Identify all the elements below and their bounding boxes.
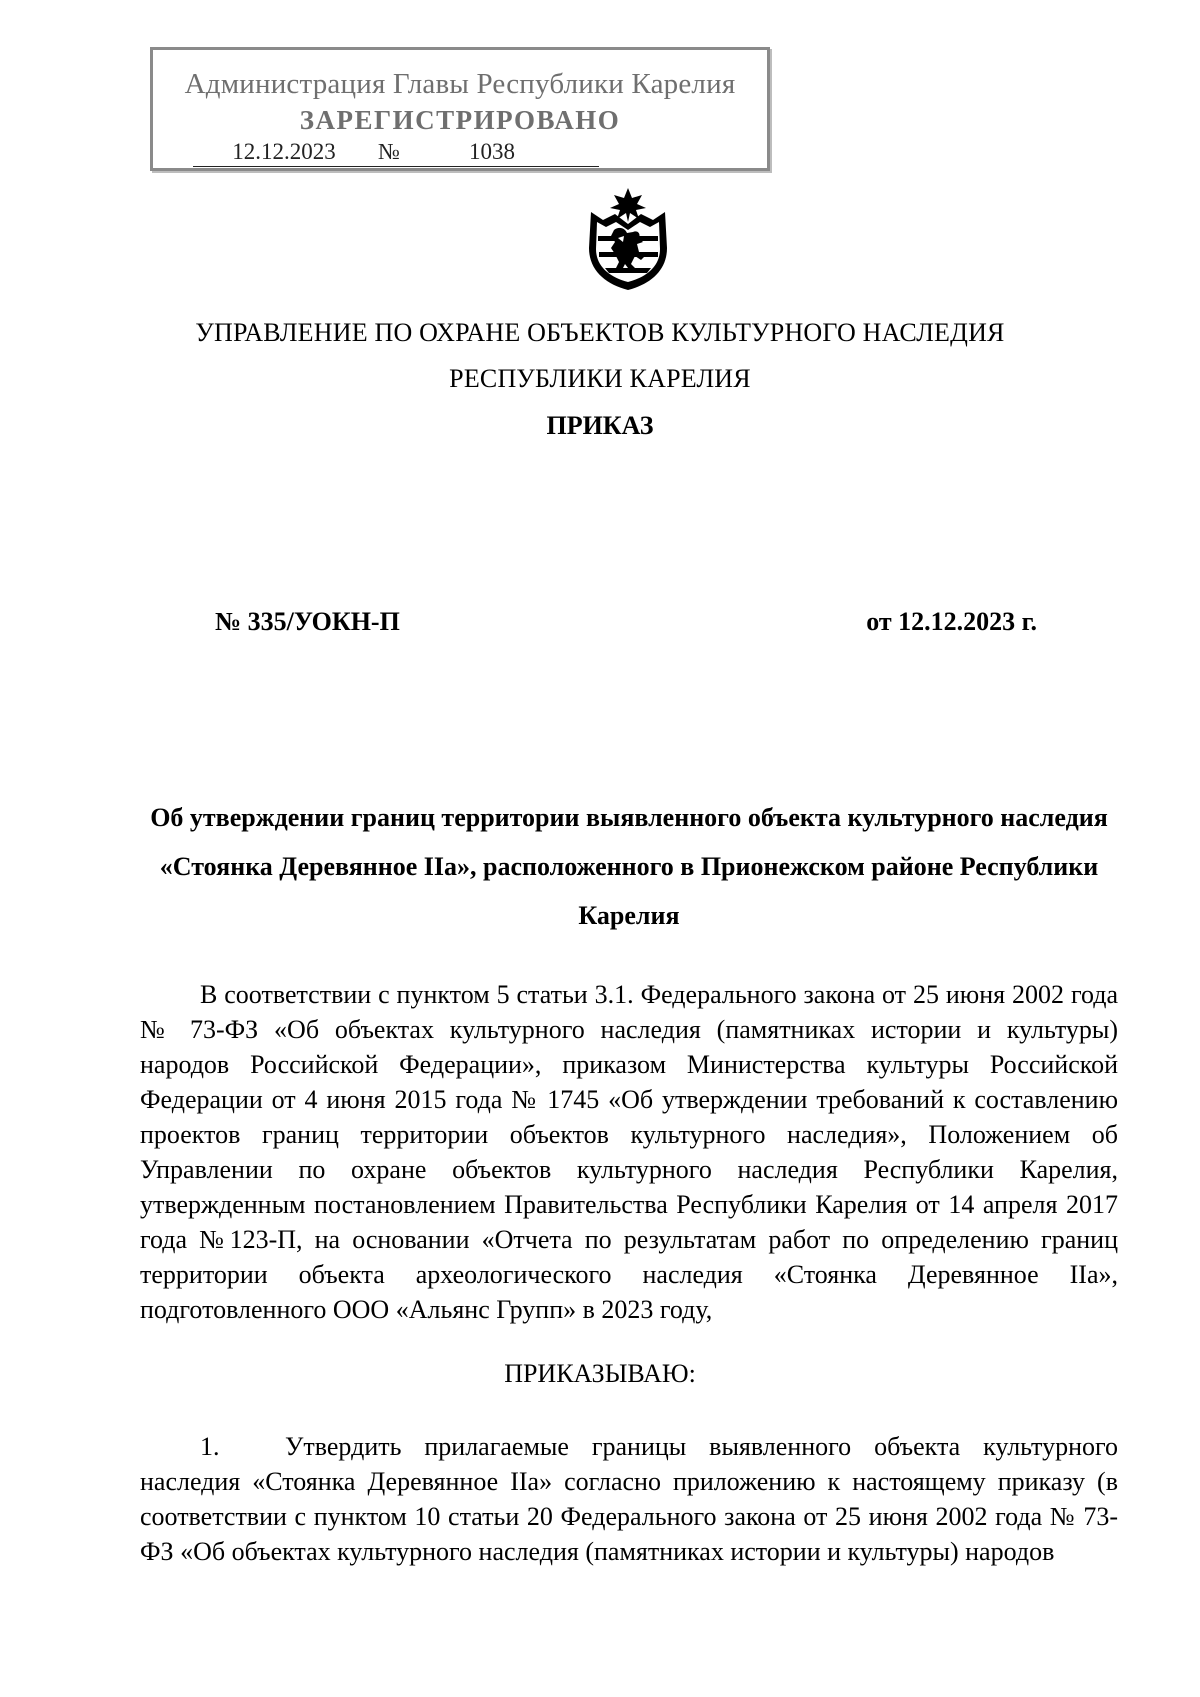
stamp-authority: Администрация Главы Республики Карелия [184, 68, 736, 100]
coat-of-arms-karelia-icon [581, 186, 675, 292]
registration-stamp [150, 47, 770, 171]
order-number: № 335/УОКН-П [215, 607, 400, 636]
stamp-status: ЗАРЕГИСТРИРОВАНО [299, 105, 621, 135]
order-item-number: 1. [200, 1432, 220, 1461]
stamp-number: 1038 [403, 139, 599, 167]
order-item-text: Утвердить прилагаемые границы выявленного объекта культурного наследия «Стоянка Деревянное IIа» согласно приложению к настоящему приказу (в соответствии с пунктом 10 статьи 20 Федерального закона от 25 июня 2002 года № 73-ФЗ «Об объектах культурного наследия (памятниках истории и культуры) народов [140, 1432, 1118, 1566]
organization-name-line1: УПРАВЛЕНИЕ ПО ОХРАНЕ ОБЪЕКТОВ КУЛЬТУРНОГО НАСЛЕДИЯ [195, 318, 1005, 347]
preamble-paragraph: В соответствии с пунктом 5 статьи 3.1. Федерального закона от 25 июня 2002 года № 73-ФЗ «Об объектах культурного наследия (памятниках истории и культуры) народов Российской Федерации», приказом Министерства культуры Российской Федерации от 4 июня 2015 года № 1745 «Об утверждении требований к составлению проектов границ территории объектов культурного наследия», Положением об Управлении по охране объектов культурного наследия Республики Карелия, утвержденным постановлением Правительства Республики Карелия от 14 апреля 2017 года №123-П, на основании «Отчета по результатам работ по определению границ территории объекта археологического наследия «Стоянка Деревянное IIа», подготовленного ООО «Альянс Групп» в 2023 году, [140, 980, 1118, 1324]
order-subject: Об утверждении границ территории выявленного объекта культурного наследия «Стоянка Деревянное IIа», расположенного в Прионежском районе Республики Карелия [150, 803, 1108, 930]
order-item [140, 1429, 1118, 1569]
order-date: от 12.12.2023 г. [866, 607, 1037, 636]
stamp-number-sign: № [375, 139, 403, 167]
decree-heading: ПРИКАЗЫВАЮ: [504, 1359, 696, 1388]
document-type: ПРИКАЗ [546, 411, 654, 440]
stamp-registration-row [193, 139, 753, 169]
stamp-date: 12.12.2023 [193, 139, 375, 167]
organization-name-line2: РЕСПУБЛИКИ КАРЕЛИЯ [449, 364, 751, 393]
